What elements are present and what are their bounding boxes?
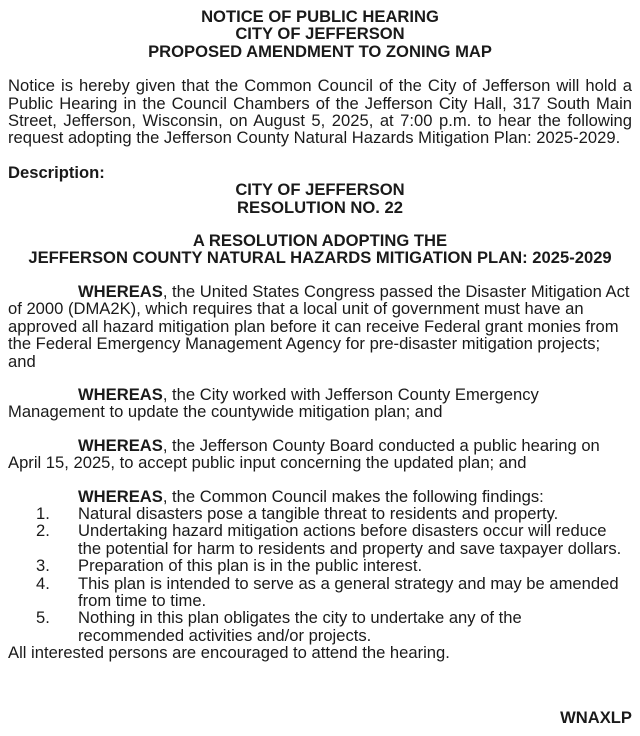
list-item — [8, 557, 632, 574]
resolution-title-line1: A RESOLUTION ADOPTING THE — [192, 231, 448, 251]
list-item-number: 3. — [36, 556, 50, 576]
whereas-text: , the City worked with Jefferson County Emergency Management to update the countywide mitigation plan; and — [8, 384, 539, 422]
resolution-heading — [8, 181, 632, 216]
resolution-city: CITY OF JEFFERSON — [235, 180, 405, 200]
whereas-clause-4 — [8, 488, 632, 505]
publication-code: WNAXLP — [560, 707, 632, 727]
notice-title: NOTICE OF PUBLIC HEARING — [201, 7, 439, 26]
list-item-number: 2. — [36, 521, 50, 541]
list-item-text: Natural disasters pose a tangible threat to residents and property. — [78, 503, 559, 523]
closing-statement: All interested persons are encouraged to attend the hearing. — [8, 643, 450, 663]
list-item — [8, 575, 632, 610]
notice-header — [8, 8, 632, 60]
list-item-number: 5. — [36, 608, 50, 628]
whereas-text: , the Jefferson County Board conducted a public hearing on April 15, 2025, to accept public input concerning the updated plan; and — [8, 435, 600, 473]
intro-paragraph: Notice is hereby given that the Common Council of the City of Jefferson will hold a Public Hearing in the Council Chambers of the Jefferson City Hall, 317 South Main Street, Jefferson, Wisconsin, on August 5, 2025, at 7:00 p.m. to hear the following request adopting the Jefferson County Natural Hazards Mitigation Plan: 2025-2029. — [8, 76, 632, 148]
notice-city: CITY OF JEFFERSON — [235, 24, 405, 44]
whereas-clause-3 — [8, 437, 632, 472]
whereas-keyword: WHEREAS — [78, 281, 163, 301]
description-label: Description: — [8, 162, 105, 182]
whereas-text: , the United States Congress passed the Disaster Mitigation Act of 2000 (DMA2K), which requires that a local unit of government must have an approved all hazard mitigation plan before it can receive Federal grant monies from the Federal Emergency Management Agency for pre-disaster mitigation projects; and — [8, 281, 630, 371]
whereas-text: , the Common Council makes the following findings: — [162, 486, 544, 506]
notice-subject: PROPOSED AMENDMENT TO ZONING MAP — [148, 41, 492, 61]
resolution-number: RESOLUTION NO. 22 — [237, 197, 403, 217]
list-item-number: 1. — [36, 503, 50, 523]
whereas-keyword: WHEREAS — [78, 486, 163, 506]
resolution-title — [8, 232, 632, 267]
whereas-keyword: WHEREAS — [78, 435, 163, 455]
whereas-clause-2 — [8, 386, 632, 421]
resolution-title-line2: JEFFERSON COUNTY NATURAL HAZARDS MITIGATION PLAN: 2025-2029 — [28, 248, 612, 268]
list-item-text: Preparation of this plan is in the public interest. — [78, 556, 423, 576]
whereas-clause-1 — [8, 283, 632, 370]
list-item — [8, 522, 632, 557]
list-item — [8, 505, 632, 522]
list-item — [8, 609, 632, 644]
list-item-text: Nothing in this plan obligates the city to undertake any of the recommended activities and/or projects. — [78, 608, 522, 645]
list-item-text: Undertaking hazard mitigation actions before disasters occur will reduce the potential for harm to residents and property and save taxpayer dollars. — [78, 521, 622, 558]
legal-notice — [8, 8, 632, 734]
findings-list — [8, 505, 632, 644]
list-item-number: 4. — [36, 573, 50, 593]
list-item-text: This plan is intended to serve as a general strategy and may be amended from time to time. — [78, 573, 619, 610]
whereas-keyword: WHEREAS — [78, 384, 163, 404]
